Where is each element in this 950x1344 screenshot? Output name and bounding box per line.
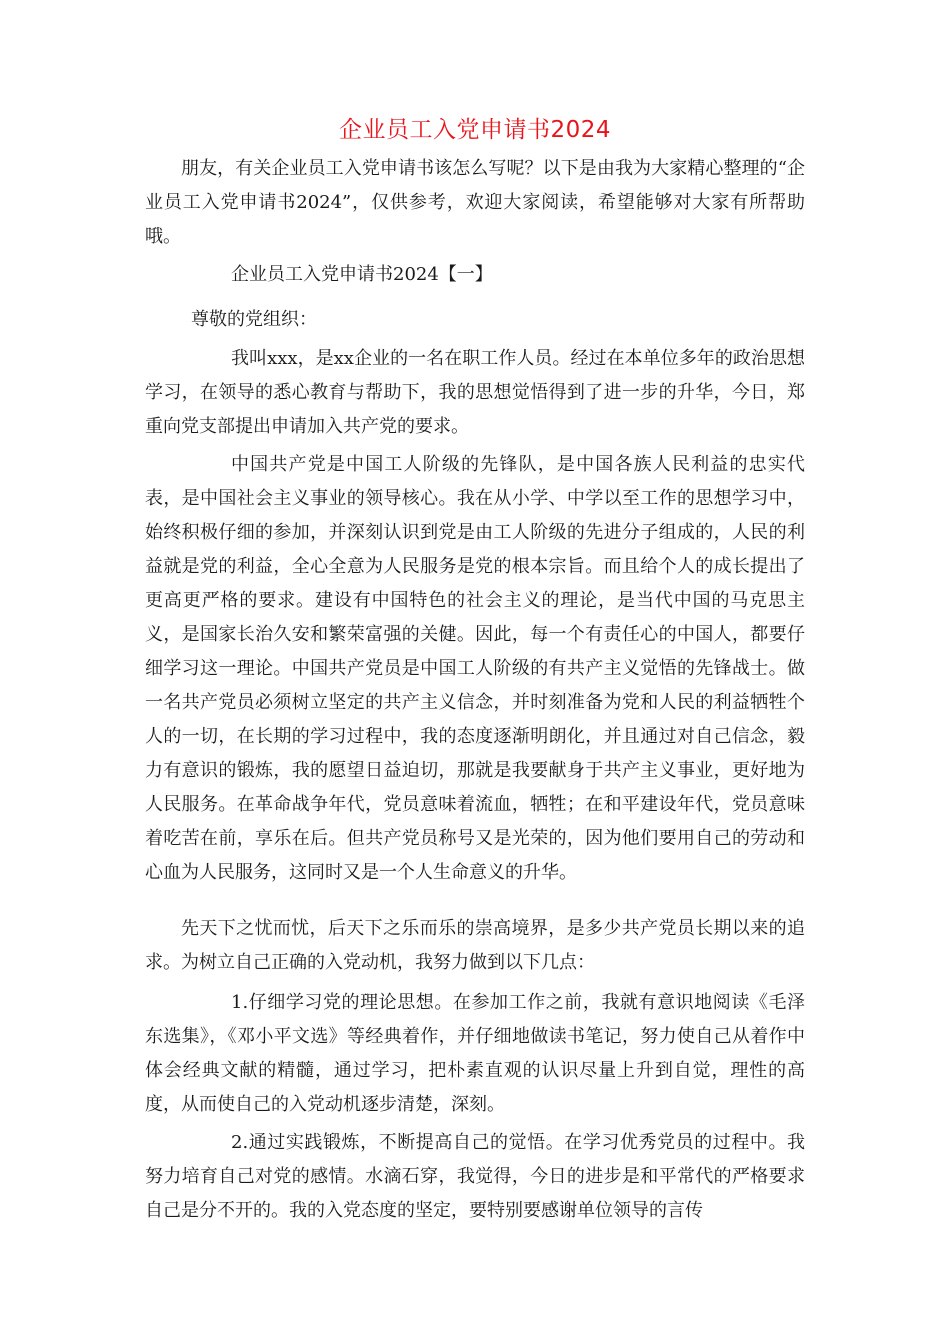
intro-paragraph: 朋友，有关企业员工入党申请书该怎么写呢？以下是由我为大家精心整理的“企业员工入党申请书2024”，仅供参考，欢迎大家阅读，希望能够对大家有所帮助哦。: [145, 158, 805, 247]
body-paragraph-4: 1.仔细学习党的理论思想。在参加工作之前，我就有意识地阅读《毛泽东选集》，《邓小平文选》等经典着作，并仔细地做读书笔记，努力使自己从着作中体会经典文献的精髓，通过学习，把朴素直观的认识尽量上升到自觉，理性的高度，从而使自己的入党动机逐步清楚，深刻。: [145, 992, 805, 1115]
body-paragraph-2: 中国共产党是中国工人阶级的先锋队，是中国各族人民利益的忠实代表，是中国社会主义事业的领导核心。我在从小学、中学以至工作的思想学习中，始终积极仔细的参加，并深刻认识到党是由工人阶级的先进分子组成的，人民的利益就是党的利益，全心全意为人民服务是党的根本宗旨。而且给个人的成长提出了更高更严格的要求。建设有中国特色的社会主义的理论，是当代中国的马克思主义，是国家长治久安和繁荣富强的关健。因此，每一个有责任心的中国人，都要仔细学习这一理论。中国共产党员是中国工人阶级的有共产主义觉悟的先锋战士。做一名共产党员必须树立坚定的共产主义信念，并时刻准备为党和人民的利益牺牲个人的一切，在长期的学习过程中，我的态度逐渐明朗化，并且通过对自己信念，毅力有意识的锻炼，我的愿望日益迫切，那就是我要献身于共产主义事业，更好地为人民服务。在革命战争年代，党员意味着流血，牺牲；在和平建设年代，党员意味着吃苦在前，享乐在后。但共产党员称号又是光荣的，因为他们要用自己的劳动和心血为人民服务，这同时又是一个人生命意义的升华。: [145, 454, 805, 883]
document-title: 企业员工入党申请书2024: [338, 117, 612, 143]
body-paragraph-3: 先天下之忧而忧，后天下之乐而乐的崇高境界，是多少共产党员长期以来的追求。为树立自己正确的入党动机，我努力做到以下几点：: [145, 918, 805, 973]
body-paragraph-1: 我叫xxx，是xx企业的一名在职工作人员。经过在本单位多年的政治思想学习，在领导的悉心教育与帮助下，我的思想觉悟得到了进一步的升华，今日，郑重向党支部提出申请加入共产党的要求。: [145, 348, 805, 437]
body-paragraph-5: 2.通过实践锻炼，不断提高自己的觉悟。在学习优秀党员的过程中。我努力培育自己对党的感情。水滴石穿，我觉得，今日的进步是和平常代的严格要求自己是分不开的。我的入党态度的坚定，要特别要感谢单位领导的言传: [145, 1132, 805, 1221]
salutation: 尊敬的党组织：: [191, 309, 317, 330]
section-heading: 企业员工入党申请书2024【一】: [231, 264, 493, 285]
